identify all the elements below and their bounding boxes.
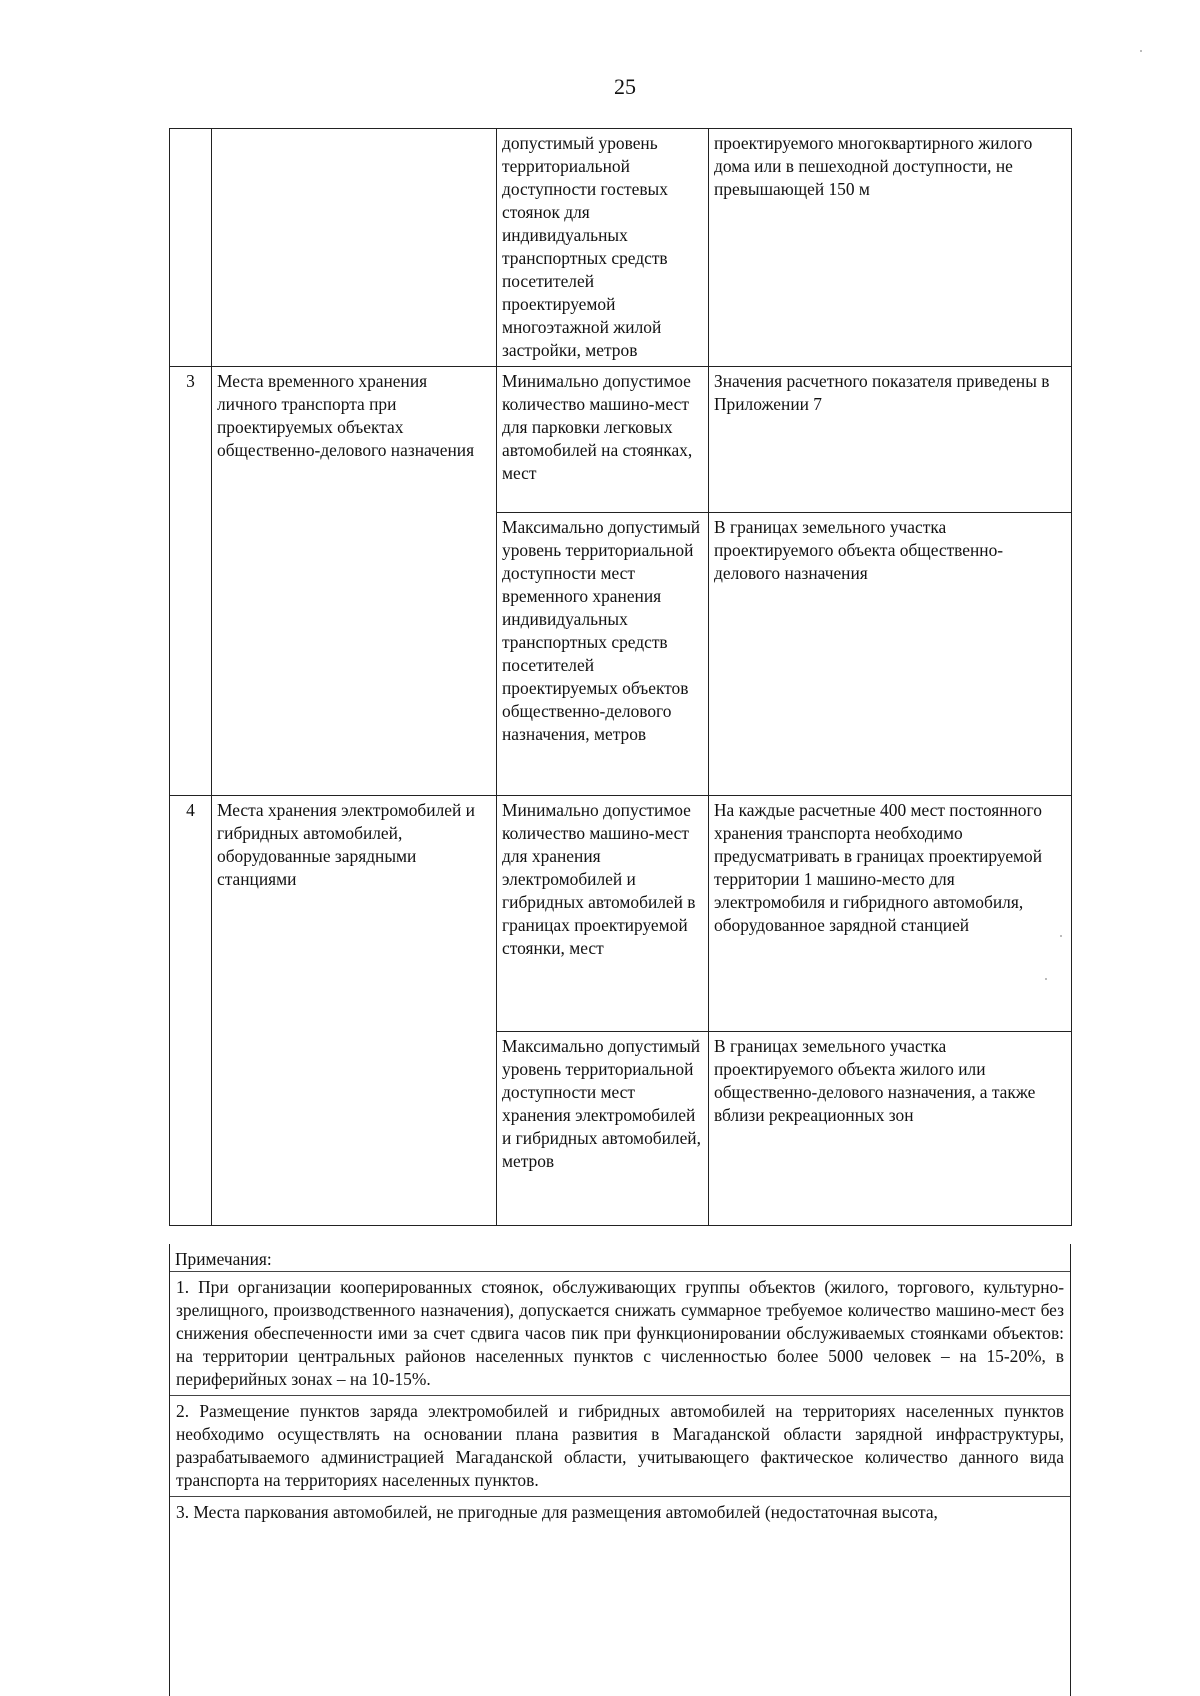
notes-heading: Примечания: [170,1244,1070,1272]
value-cell: В границах земельного участка проектируемого объекта общественно-делового назначения [709,513,1072,796]
row-number-cell: 3 [170,367,212,796]
scan-speck [1140,50,1142,52]
scan-speck [1060,935,1062,937]
table-row [170,367,1072,513]
table-row [170,796,1072,1032]
indicator-cell: Максимально допустимый уровень территориальной доступности мест хранения электромобилей и гибридных автомобилей, метров [497,1032,709,1226]
indicator-cell: Минимально допустимое количество машино-мест для парковки легковых автомобилей на стоянках, мест [497,367,709,513]
table-row [170,129,1072,367]
indicator-cell: Максимально допустимый уровень территориальной доступности мест временного хранения индивидуальных транспортных средств посетителей проектируемых объектов общественно-делового назначения, метров [497,513,709,796]
page-number: 25 [614,74,636,99]
note-item: 3. Места паркования автомобилей, не пригодные для размещения автомобилей (недостаточная высота, [176,1502,938,1522]
notes-section [169,1244,1071,1696]
object-name-cell: Места временного хранения личного транспорта при проектируемых объектах общественно-делового назначения [212,367,497,796]
object-name-cell: Места хранения электромобилей и гибридных автомобилей, оборудованные зарядными станциями [212,796,497,1226]
value-cell: проектируемого многоквартирного жилого дома или в пешеходной доступности, не превышающей 150 м [709,129,1072,367]
value-cell: В границах земельного участка проектируемого объекта жилого или общественно-делового назначения, а также вблизи рекреационных зон [709,1032,1072,1226]
indicator-cell: допустимый уровень территориальной доступности гостевых стоянок для индивидуальных транспортных средств посетителей проектируемой многоэтажной жилой застройки, метров [497,129,709,367]
parking-norms-table [169,128,1072,1226]
note-item: 2. Размещение пунктов заряда электромобилей и гибридных автомобилей на территориях населенных пунктов необходимо осуществлять на основании плана развития в Магаданской области зарядной инфраструктуры, разрабатываемого администрацией Магаданской области, учитывающего фактическое количество данного вида транспорта на территориях населенных пунктов. [170,1396,1070,1497]
indicator-cell: Минимально допустимое количество машино-мест для хранения электромобилей и гибридных автомобилей в границах проектируемой стоянки, мест [497,796,709,1032]
row-number-cell: 4 [170,796,212,1226]
object-name-cell [212,129,497,367]
row-number-cell [170,129,212,367]
note-item: 1. При организации кооперированных стоянок, обслуживающих группы объектов (жилого, торгового, культурно-зрелищного, производственного назначения), допускается снижать суммарное требуемое количество машино-мест без снижения обеспеченности ими за счет сдвига часов пик при функционировании обслуживаемых стоянками объектов: на территории центральных районов населенных пунктов с численностью более 5000 человек – на 15-20%, в периферийных зонах – на 10-15%. [170,1272,1070,1396]
value-cell: Значения расчетного показателя приведены в Приложении 7 [709,367,1072,513]
value-cell: На каждые расчетные 400 мест постоянного хранения транспорта необходимо предусматривать в границах проектируемой территории 1 машино-место для электромобиля и гибридного автомобиля, оборудованное зарядной станцией [709,796,1072,1032]
scan-speck [1045,978,1047,980]
